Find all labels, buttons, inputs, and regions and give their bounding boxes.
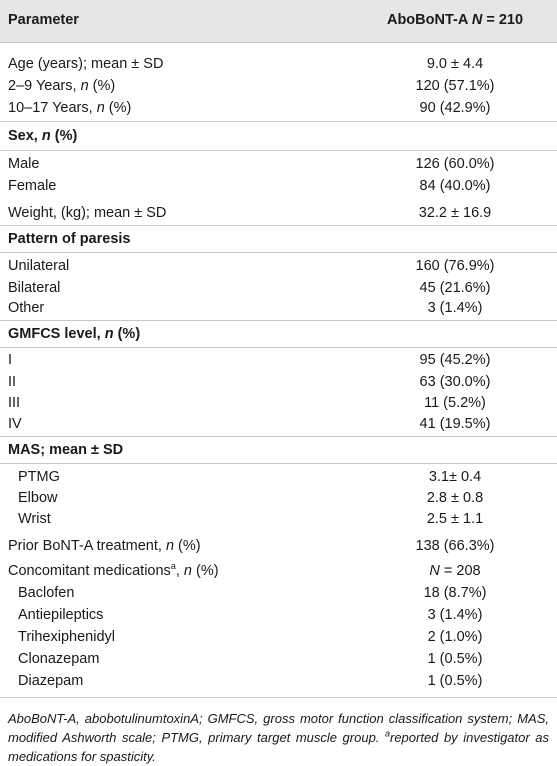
row-value: 95 (45.2%) [419, 352, 491, 368]
row-value: 84 (40.0%) [419, 178, 491, 194]
divider [0, 150, 557, 151]
row-label: 2–9 Years, n (%) [8, 78, 116, 94]
divider [0, 121, 557, 122]
row-label: III [8, 395, 21, 411]
row-value: 3.1± 0.4 [428, 469, 482, 485]
row-label: Age (years); mean ± SD [8, 56, 164, 72]
row-label: II [8, 374, 17, 390]
row-label: Baclofen [18, 585, 75, 601]
row-label: Bilateral [8, 280, 61, 296]
column-header-parameter: Parameter [8, 12, 79, 28]
row-value: 41 (19.5%) [419, 416, 491, 432]
row-value: 45 (21.6%) [419, 280, 491, 296]
row-value: 32.2 ± 16.9 [418, 205, 492, 221]
row-label: Male [8, 156, 40, 172]
row-label: Trihexiphenidyl [18, 629, 115, 645]
divider [0, 463, 557, 464]
table-footnote: AboBoNT-A, abobotulinumtoxinA; GMFCS, gross motor function classification system; MAS, modified Ashworth scale; PTMG, primary target muscle group. $^a$reported by investigator as medications for spasticity. [8, 711, 549, 764]
row-label: I [8, 352, 13, 368]
row-value: 9.0 ± 4.4 [426, 56, 484, 72]
row-label: Clonazepam [18, 651, 100, 667]
row-value: 63 (30.0%) [419, 374, 491, 390]
row-value: 3 (1.4%) [427, 607, 483, 623]
row-value: 11 (5.2%) [424, 395, 486, 411]
row-value: 2.5 ± 1.1 [426, 511, 484, 527]
row-value: 3 (1.4%) [427, 300, 483, 316]
row-value: 90 (42.9%) [419, 100, 491, 116]
divider [0, 320, 557, 321]
row-value: 160 (76.9%) [415, 258, 495, 274]
row-value: 126 (60.0%) [415, 156, 495, 172]
row-value: 2 (1.0%) [427, 629, 483, 645]
row-label: Female [8, 178, 57, 194]
row-label: Weight, (kg); mean ± SD [8, 205, 167, 221]
row-label: Other [8, 300, 45, 316]
row-label: Antiepileptics [18, 607, 104, 623]
divider [0, 252, 557, 253]
row-label: Diazepam [18, 673, 84, 689]
row-label: Unilateral [8, 258, 70, 274]
section-label: GMFCS level, n (%) [8, 326, 141, 342]
row-label: Prior BoNT-A treatment, n (%) [8, 538, 201, 554]
section-label: Sex, n (%) [8, 128, 78, 144]
row-value: 1 (0.5%) [427, 673, 483, 689]
row-label: IV [8, 416, 22, 432]
row-label: Wrist [18, 511, 51, 527]
table-header [0, 0, 557, 43]
section-label: MAS; mean ± SD [8, 442, 124, 458]
section-label: Pattern of paresis [8, 231, 131, 247]
row-label: Concomitant medications$^a$, n (%) [8, 561, 219, 579]
row-value: 120 (57.1%) [415, 78, 495, 94]
row-value: 2.8 ± 0.8 [426, 490, 484, 506]
divider [0, 436, 557, 437]
divider [0, 225, 557, 226]
row-label: PTMG [18, 469, 60, 485]
divider [0, 347, 557, 348]
row-value: 1 (0.5%) [427, 651, 483, 667]
row-value: 18 (8.7%) [423, 585, 487, 601]
divider [0, 697, 557, 698]
row-label: 10–17 Years, n (%) [8, 100, 132, 116]
row-label: Elbow [18, 490, 58, 506]
row-value: 138 (66.3%) [415, 538, 495, 554]
row-value: N = 208 [429, 563, 481, 579]
column-header-group: AboBoNT-A N = 210 [386, 12, 524, 28]
